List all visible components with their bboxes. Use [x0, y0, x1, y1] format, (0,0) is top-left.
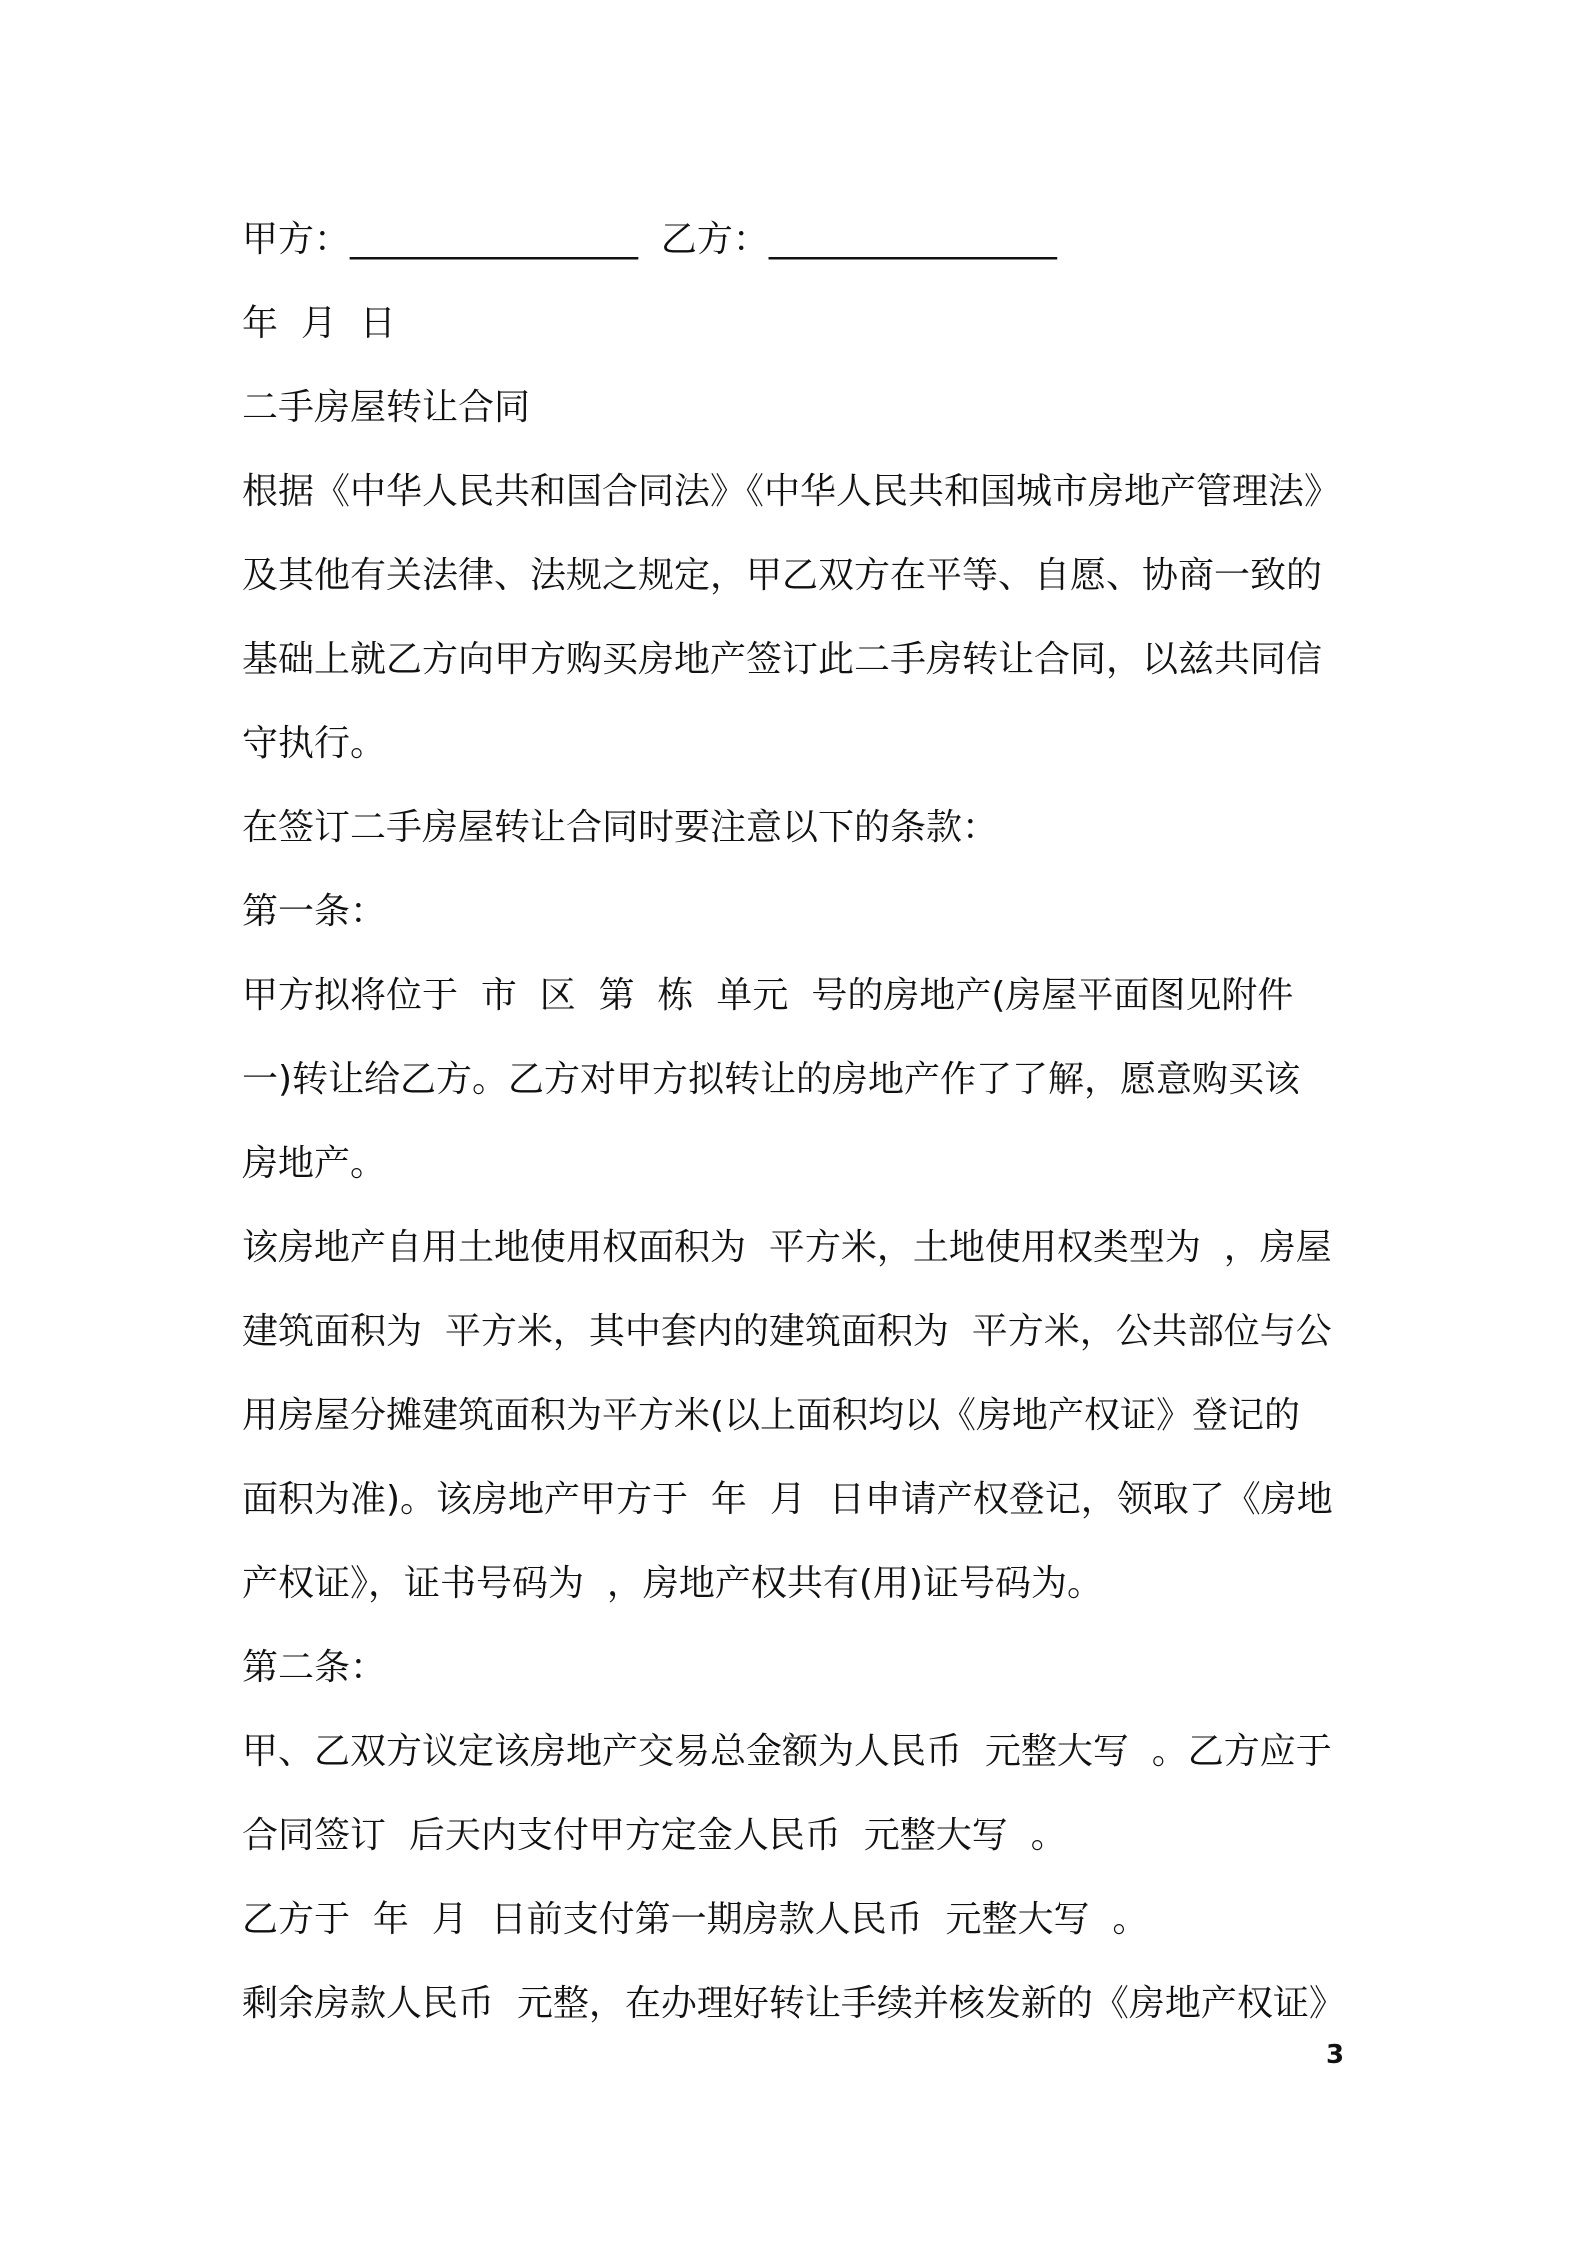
text-line: 根据《中华人民共和国合同法》《中华人民共和国城市房地产管理法》 [242, 471, 1341, 512]
text-line: 该房地产自用土地使用权面积为 平方米，土地使用权类型为 ，房屋 [242, 1227, 1332, 1268]
text-line: 面积为准)。该房地产甲方于 年 月 日申请产权登记，领取了《房地 [242, 1479, 1333, 1520]
document-body [242, 198, 1362, 2046]
text-line: 甲方拟将位于 市 区 第 栋 单元 号的房地产(房屋平面图见附件 [242, 975, 1294, 1016]
page-number: 3 [1326, 2040, 1345, 2070]
article-heading: 第二条： [242, 1647, 387, 1688]
text-line: 合同签订 后天内支付甲方定金人民币 元整大写 。 [242, 1815, 1067, 1856]
document-title: 二手房屋转让合同 [242, 387, 531, 428]
date-line: 年 月 日 [242, 303, 396, 344]
text-line: 在签订二手房屋转让合同时要注意以下的条款： [242, 807, 999, 848]
text-line: 甲、乙双方议定该房地产交易总金额为人民币 元整大写 。乙方应于 [242, 1731, 1332, 1772]
text-line: 房地产。 [242, 1143, 387, 1184]
text-line: 建筑面积为 平方米，其中套内的建筑面积为 平方米，公共部位与公 [242, 1311, 1332, 1352]
text-line: 及其他有关法律、法规之规定，甲乙双方在平等、自愿、协商一致的 [242, 555, 1323, 596]
text-line: 产权证》，证书号码为 ，房地产权共有(用)证号码为。 [242, 1563, 1103, 1604]
text-line: 基础上就乙方向甲方购买房地产签订此二手房转让合同，以兹共同信 [242, 639, 1323, 680]
text-line: 乙方于 年 月 日前支付第一期房款人民币 元整大写 。 [242, 1899, 1149, 1940]
text-line: 用房屋分摊建筑面积为平方米(以上面积均以《房地产权证》登记的 [242, 1395, 1301, 1436]
text-line: 守执行。 [242, 723, 387, 764]
party-signature-line: 甲方：________________ 乙方：________________ [242, 219, 1057, 260]
text-line: 剩余房款人民币 元整，在办理好转让手续并核发新的《房地产权证》 [242, 1983, 1345, 2024]
text-line: 一)转让给乙方。乙方对甲方拟转让的房地产作了了解，愿意购买该 [242, 1059, 1301, 1100]
article-heading: 第一条： [242, 891, 387, 932]
